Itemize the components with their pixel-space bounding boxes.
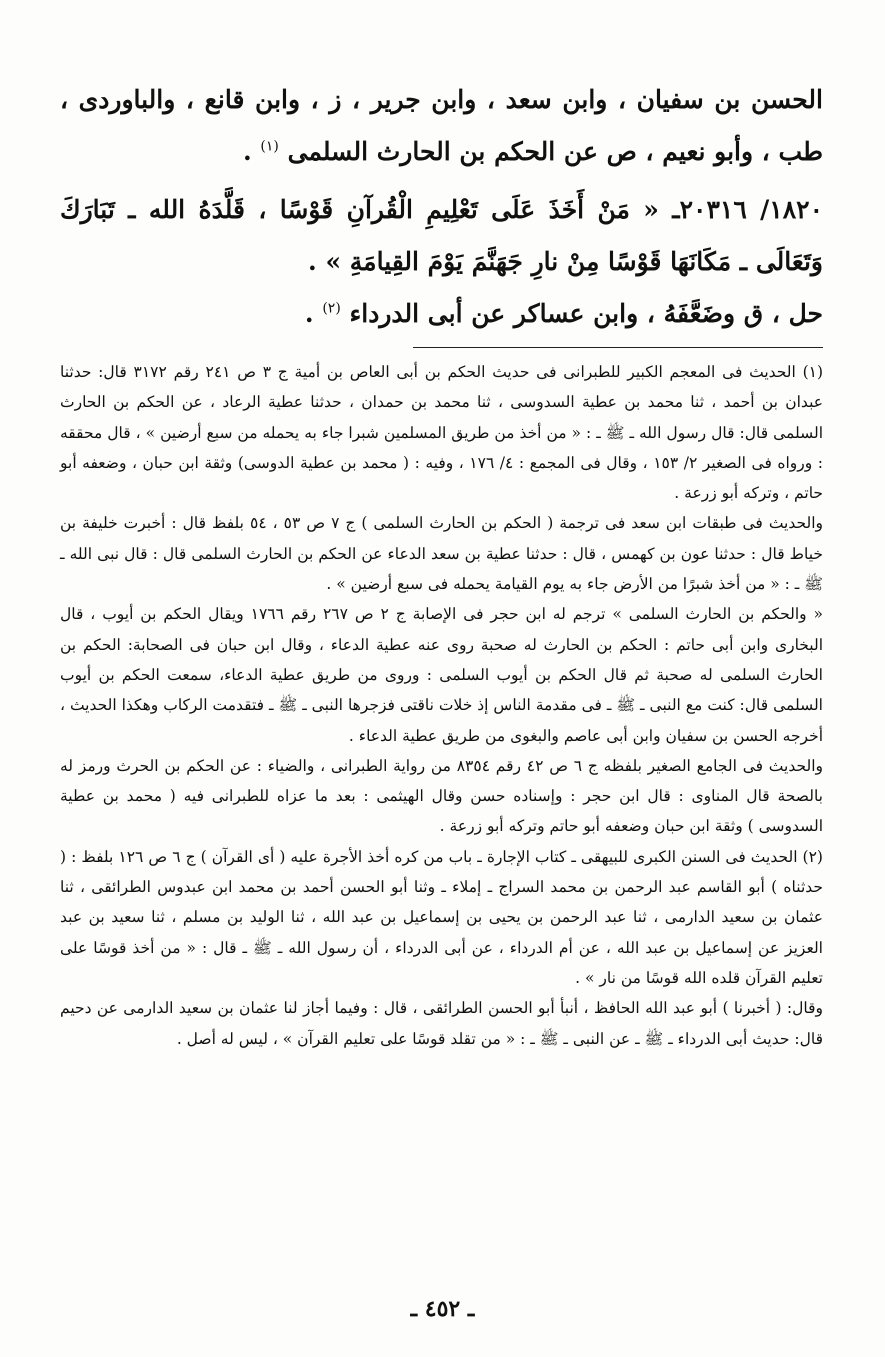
footnotes	[60, 357, 823, 1054]
source-text: الحسن بن سفيان ، وابن سعد ، وابن جرير ، ز ، وابن قانع ، والباوردى ، طب ، وأبو نعيم ، ص عن الحكم بن الحارث السلمى	[60, 85, 823, 166]
footnote-2-paragraph-2: وقال: ( أخبرنا ) أبو عبد الله الحافظ ، أنبأ أبو الحسن الطرائقى ، قال : وفيما أجاز لنا عثمان بن سعيد الدارمى عن دحيم قال: حديث أبى الدرداء ـ ﷺ ـ عن النبى ـ ﷺ ـ : « من تقلد قوسًا على تعليم القرآن » ، ليس له أصل .	[60, 999, 823, 1048]
hadith-number: ١٨٢٠/ ٢٠٣١٦ـ	[672, 195, 823, 224]
source-line	[60, 74, 823, 178]
footnote-ref-2[interactable]: (٢)	[322, 300, 341, 317]
attribution-line	[60, 288, 823, 340]
footnote-1-paragraph-1: (١) الحديث فى المعجم الكبير للطبرانى فى حديث الحكم بن أبى العاص بن أمية ج ٣ ص ٢٤١ رقم ٣١٧٢ قال: حدثنا عبدان بن أحمد ، ثنا محمد بن عطية السدوسى ، ثنا محمد بن حمدان ، حدثنا عطية الرعاد ، عن الحكم بن الحارث السلمى قال: قال رسول الله ـ ﷺ ـ : « من أخذ من طريق المسلمين شبرا جاء به يحمله من سبع أرضين » ، قال محققه : ورواه فى الصغير ٢/ ١٥٣ ، وقال فى المجمع : ٤/ ١٧٦ ، وفيه : ( محمد بن عطية الدوسى) وثقة ابن حبان ، وضعفه أبو حاتم ، وتركه أبو زرعة .	[60, 363, 824, 503]
source-end: .	[243, 137, 261, 166]
page-number: ـ ٤٥٢ ـ	[410, 1296, 475, 1322]
hadith-paragraph	[60, 184, 823, 288]
main-text	[60, 74, 823, 340]
hadith-text: « مَنْ أَخَذَ عَلَى تَعْلِيمِ الْقُرآنِ قَوْسًا ، قَلَّدَهُ الله ـ تَبَارَكَ وَتَعَالَى ـ مَكَانَهَا قَوْسًا مِنْ نارِ جَهَنَّمَ يَوْمَ القِيامَةِ » .	[60, 195, 823, 276]
footnote-ref-1[interactable]: (١)	[260, 138, 279, 155]
footnote-1-paragraph-4: والحديث فى الجامع الصغير بلفظه ج ٦ ص ٤٢ رقم ٨٣٥٤ من رواية الطبرانى ، والضياء : عن الحكم بن الحرث ورمز له بالصحة قال المناوى : قال ابن حجر : وإسناده حسن وقال الهيثمى : بعد ما عزاه للطبرانى فيه ( محمد بن عطية السدوسى ) وثقة ابن حبان وضعفه أبو حاتم وتركه أبو زرعة .	[60, 756, 823, 836]
attribution-text: حل ، ق وضَعَّفَهُ ، وابن عساكر عن أبى الدرداء	[349, 299, 823, 328]
footnote-2-paragraph-1: (٢) الحديث فى السنن الكبرى للبيهقى ـ كتاب الإجارة ـ باب من كره أخذ الأجرة عليه ( أى القرآن ) ج ٦ ص ١٢٦ بلفظ : ( حدثناه ) أبو القاسم عبد الرحمن بن محمد السراج ـ إملاء ـ وثنا أبو الحسن أحمد بن محمد ابن عبدوس الطرائقى ، ثنا عثمان بن سعيد الدارمى ، ثنا عبد الرحمن بن يحيى بن إسماعيل بن عبد الله ، ثنا الوليد بن مسلم ، ثنا سعيد بن عبد العزيز عن إسماعيل بن عبد الله ، عن أم الدرداء ، عن أبى الدرداء ، أن رسول الله ـ ﷺ ـ قال : « من أخذ قوسًا على تعليم القرآن قلده الله قوسًا من نار » .	[60, 847, 823, 987]
footnote-1-paragraph-2: والحديث فى طبقات ابن سعد فى ترجمة ( الحكم بن الحارث السلمى ) ج ٧ ص ٥٣ ، ٥٤ بلفظ قال : أخبرت خليفة بن خياط قال : حدثنا عون بن كهمس ، قال : حدثنا عطية بن سعد الدعاء عن الحكم بن الحارث السلمى قال : قال نبى الله ـ ﷺ ـ : « من أخذ شبرًا من الأرض جاء به يوم القيامة يحمله فى سبع أرضين » .	[60, 514, 824, 594]
attribution-end: .	[304, 299, 323, 328]
footnote-1-paragraph-3: « والحكم بن الحارث السلمى » ترجم له ابن حجر فى الإصابة ج ٢ ص ٢٦٧ رقم ١٧٦٦ ويقال الحكم بن أيوب ، قال البخارى وابن أبى حاتم : الحكم بن الحارث له صحبة روى عنه عطية الدعاء ، وقال ابن حبان فى الصحابة: الحكم بن الحارث السلمى له صحبة ثم قال الحكم بن أيوب السلمى : وروى من طريق عطية الدعاء، سمعت الحكم بن أيوب السلمى قال: كنت مع النبى ـ ﷺ ـ فى مقدمة الناس إذ خلات ناقتى فزجرها النبى ـ ﷺ ـ فتقدمت الركاب وهكذا الحديث ، أخرجه الحسن بن سفيان وابن أبى عاصم والبغوى من طريق عطية الدعاء .	[60, 605, 824, 745]
footnote-divider	[413, 347, 823, 348]
